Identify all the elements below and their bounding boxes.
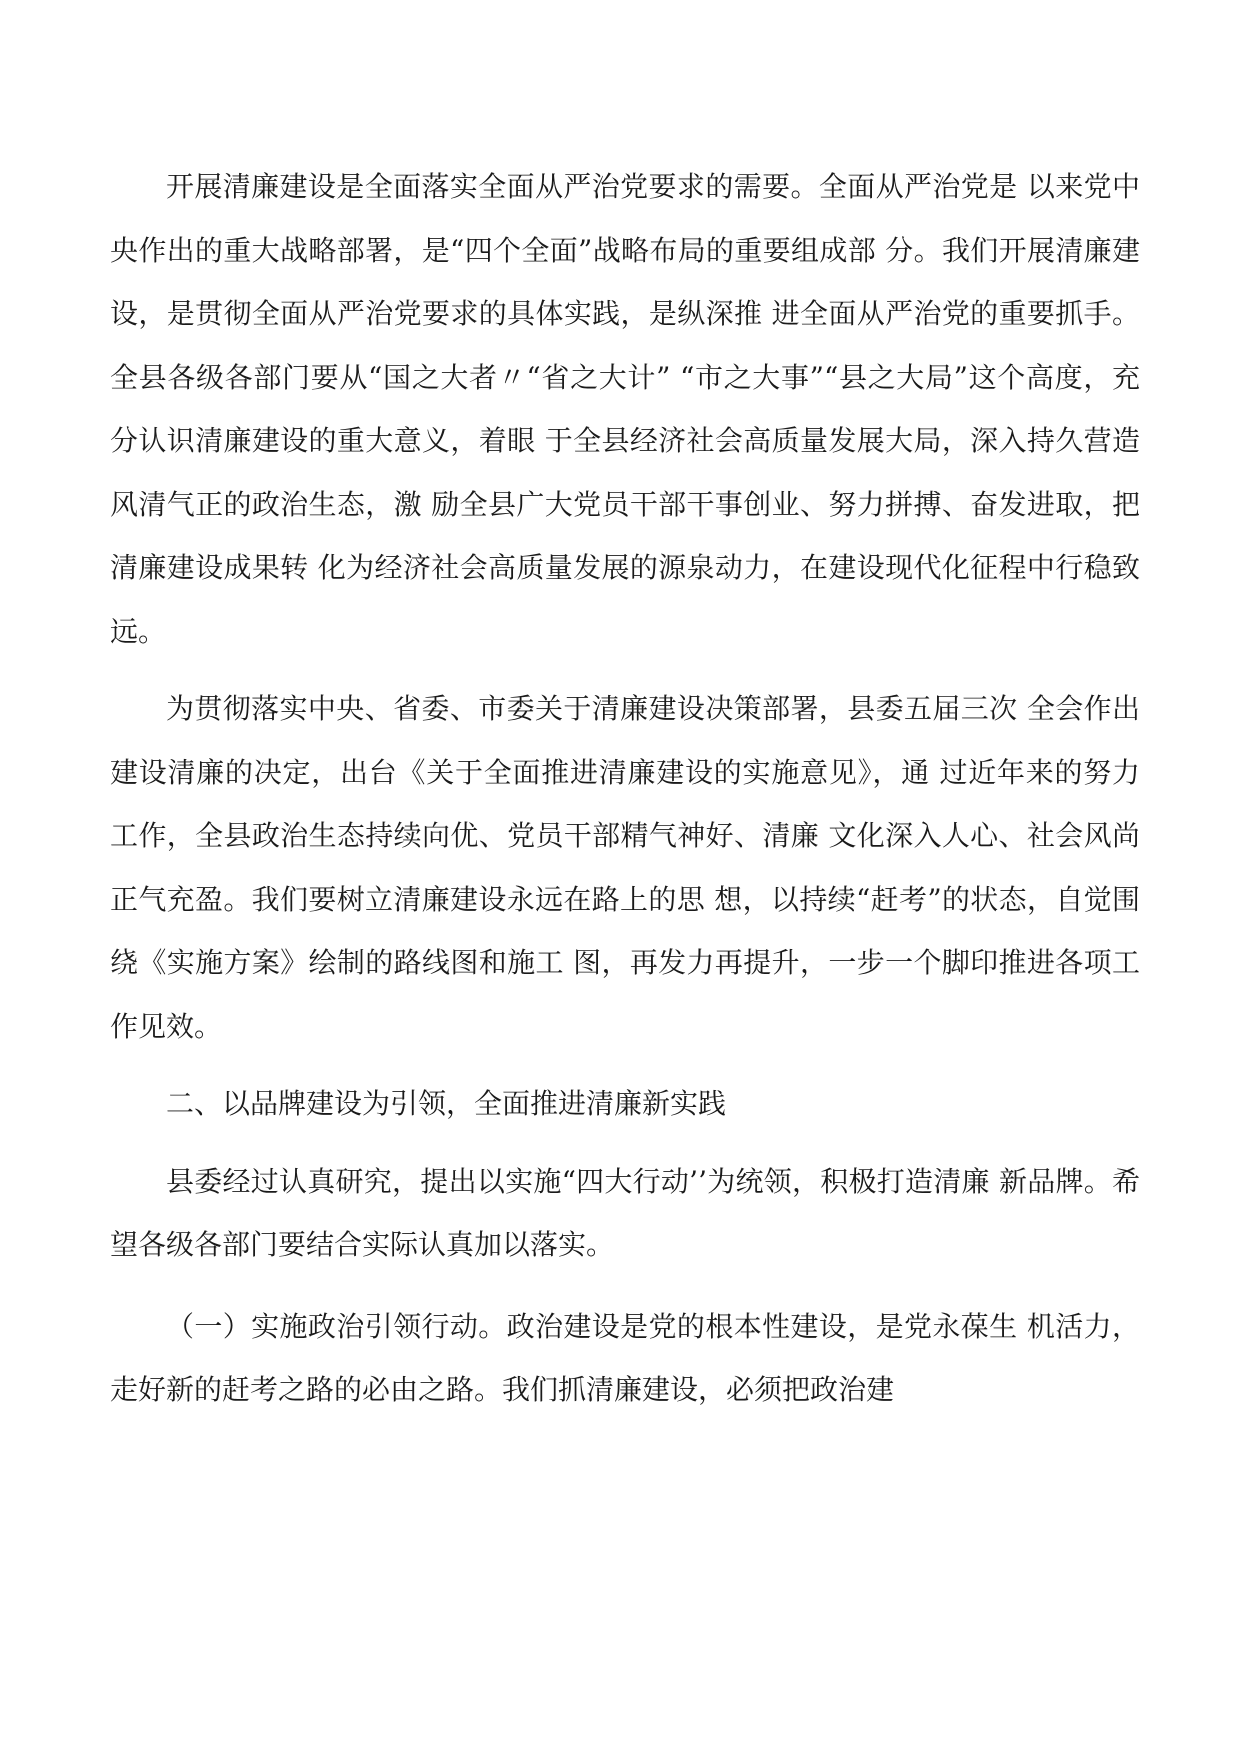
document-page (110, 155, 1140, 1422)
paragraph-importance: 开展清廉建设是全面落实全面从严治党要求的需要。全面从严治党是 以来党中央作出的重大战略部署，是“四个全面”战略布局的重要组成部 分。我们开展清廉建设，是贯彻全面从严治党要求的具体实践，是纵深推 进全面从严治党的重要抓手。全县各级各部门要从“国之大者〃“省之大计” “市之大事”“县之大局”这个高度，充分认识清廉建设的重大意义，着眼 于全县经济社会高质量发展大局，深入持久营造风清气正的政治生态，激 励全县广大党员干部干事创业、努力拼搏、奋发进取，把清廉建设成果转 化为经济社会高质量发展的源泉动力，在建设现代化征程中行稳致远。 (110, 170, 1140, 648)
paragraph-implementation: 为贯彻落实中央、省委、市委关于清廉建设决策部署，县委五届三次 全会作出建设清廉的决定，出台《关于全面推进清廉建设的实施意见》，通 过近年来的努力工作，全县政治生态持续向优、党员干部精气神好、清廉 文化深入人心、社会风尚正气充盈。我们要树立清廉建设永远在路上的思 想，以持续“赶考”的状态，自觉围绕《实施方案》绘制的路线图和施工 图，再发力再提升，一步一个脚印推进各项工作见效。 (110, 692, 1140, 1043)
section-heading: 二、以品牌建设为引领，全面推进清廉新实践 (166, 1087, 727, 1120)
paragraph-political-guidance: （一）实施政治引领行动。政治建设是党的根本性建设，是党永葆生 机活力，走好新的赶考之路的必由之路。我们抓清廉建设，必须把政治建 (110, 1309, 1140, 1406)
paragraph-four-actions: 县委经过认真研究，提出以实施“四大行动’’为统领，积极打造清廉 新品牌。希望各级各部门要结合实际认真加以落实。 (110, 1164, 1140, 1261)
